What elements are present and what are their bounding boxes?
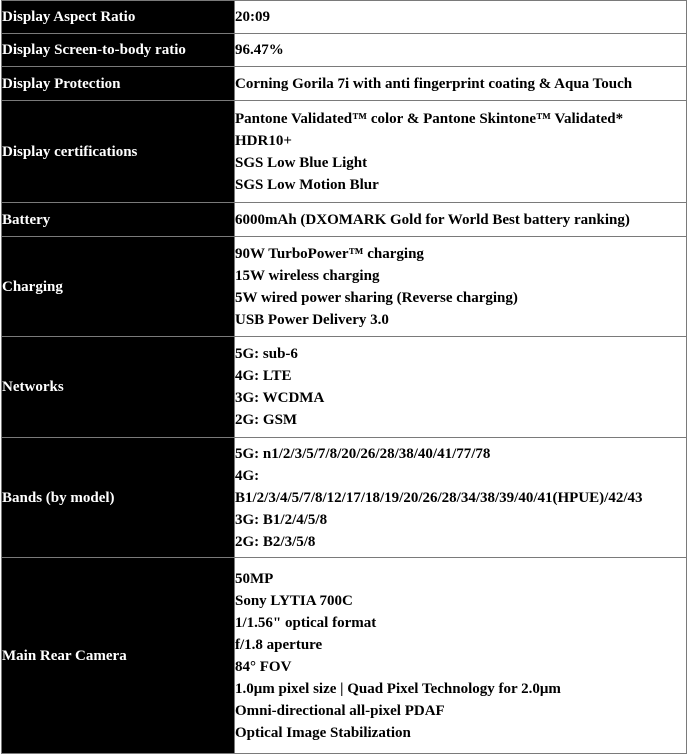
value-line: 5W wired power sharing (Reverse charging): [235, 289, 518, 306]
table-row: [2, 337, 687, 438]
value-line: 4G: LTE: [235, 368, 292, 384]
row-label: Main Rear Camera: [2, 558, 235, 754]
value-line: 1/1.56" optical format: [235, 614, 377, 631]
value-line: SGS Low Blue Light: [235, 154, 368, 171]
value-line: SGS Low Motion Blur: [235, 176, 379, 193]
row-value: [235, 101, 687, 203]
table-row: [2, 237, 687, 337]
value-line: 5G: sub-6: [235, 346, 298, 362]
row-value: [235, 337, 687, 438]
row-value: [235, 558, 687, 754]
value-line: 3G: B1/2/4/5/8: [235, 511, 328, 528]
value-line: 96.47%: [235, 42, 284, 58]
row-value: [235, 438, 687, 558]
table-row: [2, 101, 687, 203]
value-line: 1.0μm pixel size | Quad Pixel Technology for 2.0μm: [235, 680, 561, 697]
value-line: Sony LYTIA 700C: [235, 592, 353, 609]
spec-table: [1, 0, 687, 754]
value-line: Omni-directional all-pixel PDAF: [235, 702, 445, 719]
row-value: [235, 1, 687, 34]
value-line: 5G: n1/2/3/5/7/8/20/26/28/38/40/41/77/78: [235, 445, 491, 462]
value-line: HDR10+: [235, 132, 292, 149]
row-label: Networks: [2, 337, 235, 438]
value-line: 3G: WCDMA: [235, 390, 325, 406]
row-label: Display Protection: [2, 67, 235, 101]
row-value: [235, 237, 687, 337]
row-label: Display Screen-to-body ratio: [2, 34, 235, 67]
row-label: Display certifications: [2, 101, 235, 203]
row-label: Charging: [2, 237, 235, 337]
value-line: 6000mAh (DXOMARK Gold for World Best battery ranking): [235, 211, 630, 228]
value-line: 4G:: [235, 467, 260, 484]
value-line: 2G: B2/3/5/8: [235, 533, 316, 550]
value-line: USB Power Delivery 3.0: [235, 311, 389, 328]
value-line: B1/2/3/4/5/7/8/12/17/18/19/20/26/28/34/38/39/40/41(HPUE)/42/43: [235, 489, 643, 506]
row-value: [235, 203, 687, 237]
value-line: 90W TurboPower™ charging: [235, 245, 424, 262]
row-label: Battery: [2, 203, 235, 237]
table-row: [2, 203, 687, 237]
value-line: 15W wireless charging: [235, 267, 380, 284]
value-line: 20:09: [235, 9, 270, 25]
row-value: [235, 34, 687, 67]
row-value: [235, 67, 687, 101]
value-line: f/1.8 aperture: [235, 636, 323, 653]
table-row: [2, 1, 687, 34]
row-label: Display Aspect Ratio: [2, 1, 235, 34]
table-row: [2, 67, 687, 101]
value-line: 50MP: [235, 570, 274, 587]
value-line: Corning Gorila 7i with anti fingerprint coating & Aqua Touch: [235, 75, 633, 92]
table-row: [2, 558, 687, 754]
row-label: Bands (by model): [2, 438, 235, 558]
value-line: Optical Image Stabilization: [235, 724, 411, 741]
value-line: 2G: GSM: [235, 412, 298, 428]
value-line: 84° FOV: [235, 658, 292, 675]
table-row: [2, 34, 687, 67]
table-row: [2, 438, 687, 558]
value-line: Pantone Validated™ color & Pantone Skintone™ Validated*: [235, 110, 624, 127]
